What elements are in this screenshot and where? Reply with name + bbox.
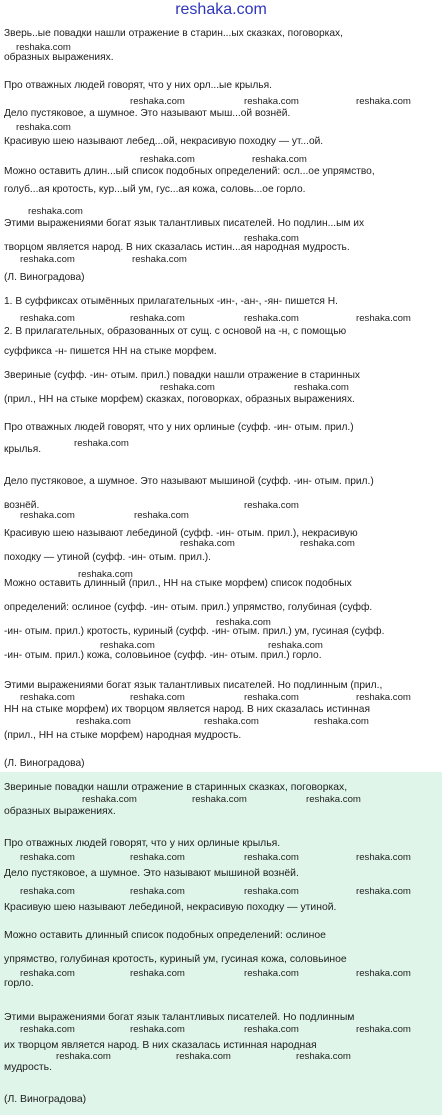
- watermark: reshaka.com: [76, 716, 131, 727]
- watermark: reshaka.com: [356, 96, 411, 107]
- explanation-line: вознёй.: [4, 500, 40, 511]
- watermark: reshaka.com: [244, 1024, 299, 1035]
- watermark: reshaka.com: [300, 538, 355, 549]
- watermark: reshaka.com: [216, 617, 271, 628]
- task-line: Про отважных людей говорят, что у них орл...ые крылья.: [4, 80, 272, 91]
- task-line: Этими выражениями богат язык талантливых писателей. Но подлин...ым их: [4, 218, 365, 229]
- watermark: reshaka.com: [56, 1051, 111, 1062]
- watermark: reshaka.com: [180, 538, 235, 549]
- watermark: reshaka.com: [268, 640, 323, 651]
- watermark: reshaka.com: [100, 640, 155, 651]
- task-line: Можно оставить длин...ый список подобных определений: осл...ое упрямство,: [4, 166, 375, 177]
- task-line: Дело пустяковое, а шумное. Это называют мыш...ой вознёй.: [4, 108, 291, 119]
- watermark: reshaka.com: [192, 794, 247, 805]
- answer-line: их творцом является народ. В них сказалась истинная народная: [4, 1040, 317, 1051]
- watermark: reshaka.com: [20, 886, 75, 897]
- watermark: reshaka.com: [74, 438, 129, 449]
- answer-section: [0, 772, 442, 1115]
- answer-line: мудрость.: [4, 1062, 52, 1073]
- answer-line: Звериные повадки нашли отражение в старинных сказках, поговорках,: [4, 782, 348, 793]
- watermark: reshaka.com: [244, 692, 299, 703]
- watermark: reshaka.com: [130, 692, 185, 703]
- watermark: reshaka.com: [294, 382, 349, 393]
- explanation-line: НН на стыке морфем) их творцом является народ. В них сказалась истинная: [4, 704, 370, 715]
- watermark: reshaka.com: [130, 968, 185, 979]
- rule-line: 1. В суффиксах отымённых прилагательных -ин-, -ан-, -ян- пишется Н.: [4, 296, 338, 307]
- explanation-line: определений: ослиное (суфф. -ин- отым. прил.) упрямство, голубиная (суфф.: [4, 602, 373, 613]
- explanation-line: -ин- отым. прил.) кротость, куриный (суфф. -ин- отым. прил.) ум, гусиная (суфф.: [4, 626, 385, 637]
- task-line: голуб...ая кротость, кур...ый ум, гус...ая кожа, соловь...ое горло.: [4, 184, 306, 195]
- explanation-line: -ин- отым. прил.) кожа, соловьиное (суфф. -ин- отым. прил.) горло.: [4, 650, 322, 661]
- explanation-line: Этими выражениями богат язык талантливых писателей. Но подлинным (прил.,: [4, 680, 383, 691]
- watermark: reshaka.com: [140, 154, 195, 165]
- watermark: reshaka.com: [20, 968, 75, 979]
- explanation-line: походку — утиной (суфф. -ин- отым. прил.).: [4, 552, 211, 563]
- watermark: reshaka.com: [130, 313, 185, 324]
- explanation-line: (прил., НН на стыке морфем) народная мудрость.: [4, 730, 242, 741]
- watermark: reshaka.com: [82, 794, 137, 805]
- watermark: reshaka.com: [314, 716, 369, 727]
- answer-line: Этими выражениями богат язык талантливых писателей. Но подлинным: [4, 1012, 355, 1023]
- watermark: reshaka.com: [252, 154, 307, 165]
- answer-line: Можно оставить длинный список подобных определений: ослиное: [4, 930, 326, 941]
- answer-line: Красивую шею называют лебединой, некрасивую походку — утиной.: [4, 902, 337, 913]
- watermark: reshaka.com: [296, 1051, 351, 1062]
- watermark: reshaka.com: [16, 122, 71, 133]
- watermark: reshaka.com: [356, 692, 411, 703]
- watermark: reshaka.com: [204, 716, 259, 727]
- explanation-author: (Л. Виноградова): [4, 758, 85, 769]
- answer-line: Про отважных людей говорят, что у них орлиные крылья.: [4, 838, 281, 849]
- watermark: reshaka.com: [20, 852, 75, 863]
- watermark: reshaka.com: [20, 313, 75, 324]
- watermark: reshaka.com: [28, 206, 83, 217]
- answer-line: образных выражениях.: [4, 806, 116, 817]
- watermark: reshaka.com: [20, 692, 75, 703]
- watermark: reshaka.com: [132, 254, 187, 265]
- watermark: reshaka.com: [356, 886, 411, 897]
- watermark: reshaka.com: [244, 313, 299, 324]
- watermark: reshaka.com: [306, 794, 361, 805]
- task-line: творцом является народ. В них сказалась истин...ая народная мудрость.: [4, 242, 350, 253]
- task-author: (Л. Виноградова): [4, 272, 85, 283]
- watermark: reshaka.com: [244, 852, 299, 863]
- watermark: reshaka.com: [78, 569, 133, 580]
- explanation-line: Дело пустяковое, а шумное. Это называют мышиной (суфф. -ин- отым. прил.): [4, 476, 374, 487]
- watermark: reshaka.com: [20, 254, 75, 265]
- watermark: reshaka.com: [244, 968, 299, 979]
- explanation-line: Можно оставить длинный (прил., НН на стыке морфем) список подобных: [4, 578, 352, 589]
- explanation-line: (прил., НН на стыке морфем) сказках, поговорках, образных выражениях.: [4, 394, 355, 405]
- watermark: reshaka.com: [244, 96, 299, 107]
- watermark: reshaka.com: [130, 886, 185, 897]
- rule-line: 2. В прилагательных, образованных от сущ. с основой на -н, с помощью: [4, 326, 347, 337]
- site-title[interactable]: reshaka.com: [175, 1, 267, 18]
- watermark: reshaka.com: [356, 968, 411, 979]
- explanation-line: Звериные (суфф. -ин- отым. прил.) повадки нашли отражение в старинных: [4, 370, 361, 381]
- watermark: reshaka.com: [130, 852, 185, 863]
- answer-author: (Л. Виноградова): [4, 1094, 87, 1105]
- watermark: reshaka.com: [134, 510, 189, 521]
- watermark: reshaka.com: [176, 1051, 231, 1062]
- task-line: Зверь..ые повадки нашли отражение в старин...ых сказках, поговорках,: [4, 28, 343, 39]
- watermark: reshaka.com: [160, 382, 215, 393]
- watermark: reshaka.com: [356, 852, 411, 863]
- watermark: reshaka.com: [20, 510, 75, 521]
- watermark: reshaka.com: [244, 886, 299, 897]
- rule-line: суффикса -н- пишется НН на стыке морфем.: [4, 346, 217, 357]
- explanation-line: Красивую шею называют лебединой (суфф. -ин- отым. прил.), некрасивую: [4, 528, 358, 539]
- watermark: reshaka.com: [244, 500, 299, 511]
- solution-section: [0, 24, 442, 786]
- watermark: reshaka.com: [130, 96, 185, 107]
- answer-line: горло.: [4, 978, 34, 989]
- watermark: reshaka.com: [356, 1024, 411, 1035]
- explanation-line: Про отважных людей говорят, что у них орлиные (суфф. -ин- отым. прил.): [4, 422, 354, 433]
- watermark: reshaka.com: [20, 1024, 75, 1035]
- task-line: Красивую шею называют лебед...ой, некрасивую походку — ут...ой.: [4, 136, 324, 147]
- answer-line: упрямство, голубиная кротость, куриный ум, гусиная кожа, соловьиное: [4, 954, 347, 965]
- watermark: reshaka.com: [16, 42, 71, 53]
- watermark: reshaka.com: [130, 1024, 185, 1035]
- task-line: образных выражениях.: [4, 52, 114, 63]
- answer-line: Дело пустяковое, а шумное. Это называют мышиной вознёй.: [4, 868, 299, 879]
- watermark: reshaka.com: [244, 233, 299, 244]
- watermark: reshaka.com: [356, 313, 411, 324]
- explanation-line: крылья.: [4, 444, 42, 455]
